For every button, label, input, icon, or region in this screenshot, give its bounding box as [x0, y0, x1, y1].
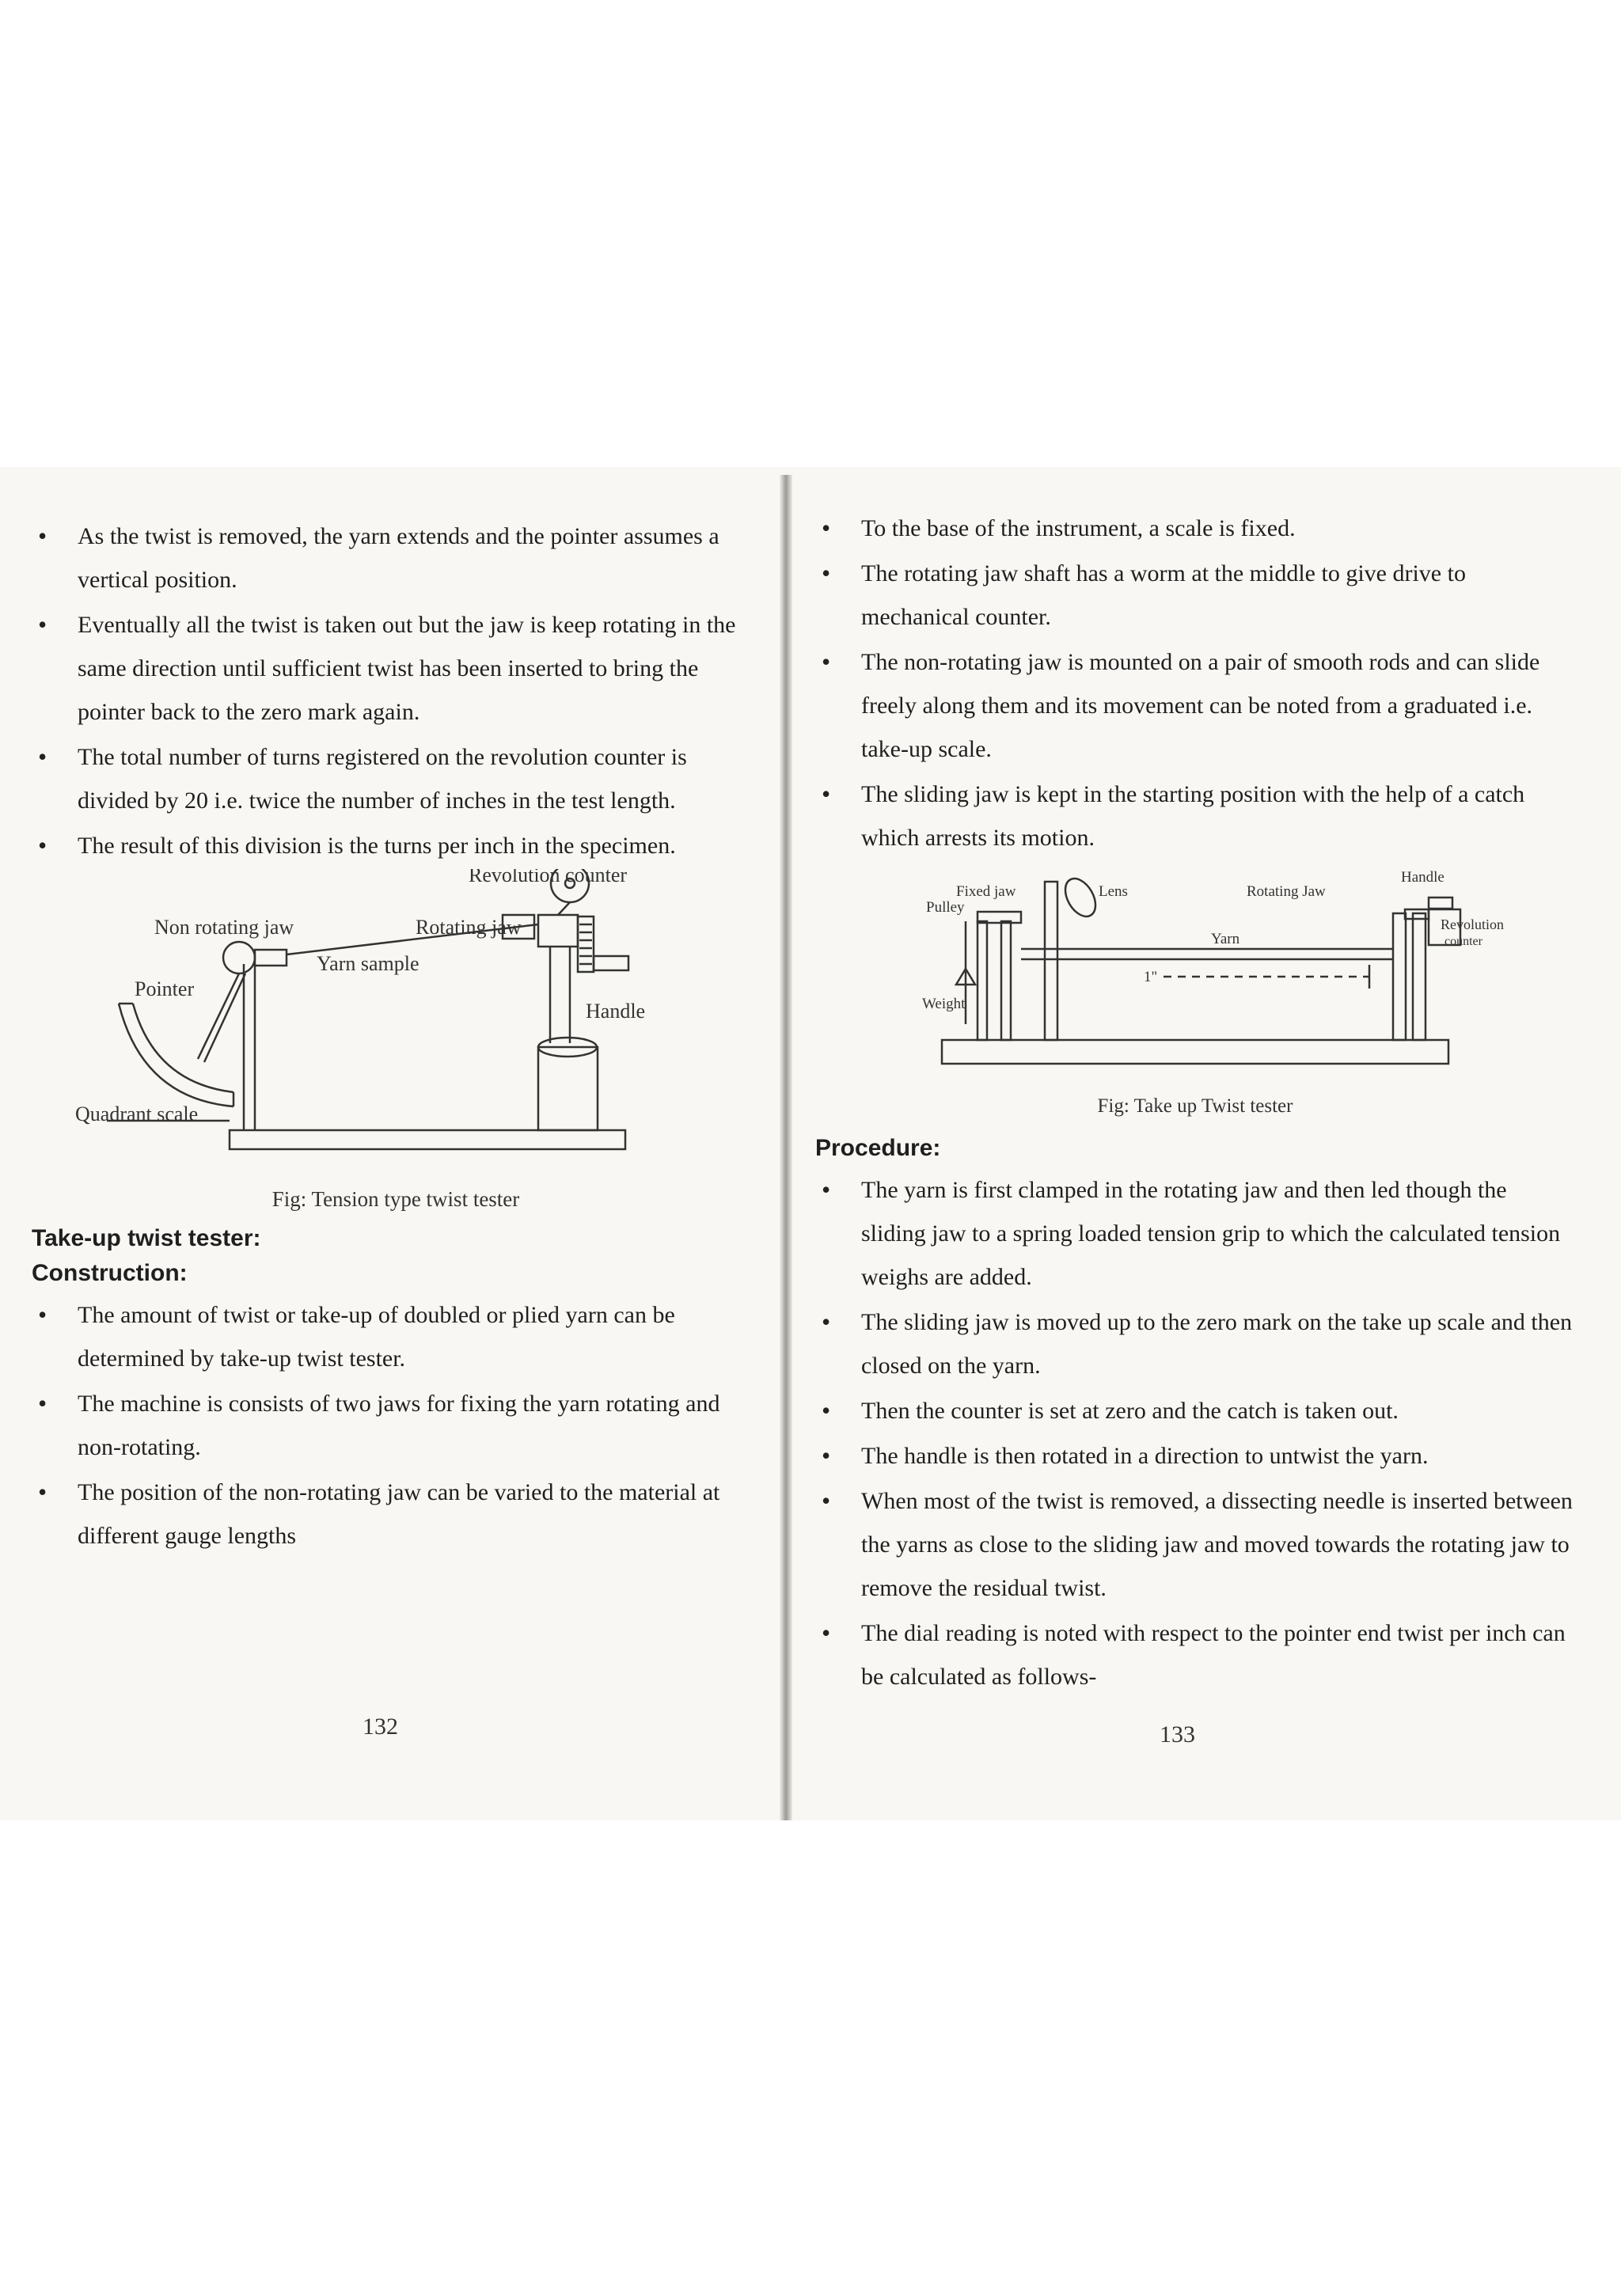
base-plate: [230, 1130, 625, 1149]
base-plate: [942, 1040, 1448, 1064]
label-rotating-jaw: Rotating jaw: [416, 916, 522, 939]
left-page: [32, 514, 760, 1559]
label-rotating-jaw: Rotating Jaw: [1247, 883, 1326, 900]
list-item: • The machine is consists of two jaws for fixing the yarn rotating and non-rotating.: [32, 1382, 760, 1469]
list-item: • The result of this division is the turns per inch in the specimen.: [32, 824, 760, 867]
right-page: [815, 507, 1575, 1700]
pointer-arm: [198, 973, 239, 1059]
list-item: • The sliding jaw is kept in the starting position with the help of a catch which arrests its motion.: [815, 772, 1575, 860]
list-item: • The handle is then rotated in a direction to untwist the yarn.: [815, 1434, 1575, 1478]
page-number: 132: [363, 1713, 398, 1740]
label-weight: Weight: [922, 996, 966, 1012]
list-item: • The dial reading is noted with respect to the pointer end twist per inch can be calculated as follows-: [815, 1611, 1575, 1698]
right-bottom-bullets: [815, 1168, 1575, 1698]
list-item: • The amount of twist or take-up of doubled or plied yarn can be determined by take-up twist tester.: [32, 1293, 760, 1380]
figure-caption: Fig: Take up Twist tester: [1097, 1095, 1293, 1117]
list-item: • As the twist is removed, the yarn extends and the pointer assumes a vertical position.: [32, 514, 760, 602]
figure-caption: Fig: Tension type twist tester: [271, 1187, 520, 1211]
label-counter: counter: [1444, 935, 1482, 948]
left-bottom-bullets: [32, 1293, 760, 1558]
list-item: • The sliding jaw is moved up to the zero mark on the take up scale and then closed on the yarn.: [815, 1300, 1575, 1387]
tension-twist-tester-figure: [32, 869, 760, 1217]
label-revolution: Revolution: [1441, 917, 1504, 932]
non-rotating-jaw: [223, 942, 255, 973]
list-item: • Eventually all the twist is taken out but the jaw is keep rotating in the same direction until sufficient twist has been inserted to bring the pointer back to the zero mark again.: [32, 603, 760, 734]
left-top-bullets: [32, 514, 760, 867]
take-up-twist-tester-diagram: [815, 866, 1575, 1095]
label-handle: Handle: [1401, 869, 1444, 886]
list-item: • The position of the non-rotating jaw can be varied to the material at different gauge lengths: [32, 1471, 760, 1558]
label-non-rotating-jaw: Non rotating jaw: [154, 916, 294, 939]
right-top-bullets: [815, 507, 1575, 860]
label-inch: 1": [1144, 969, 1158, 985]
handle-bar: [594, 956, 628, 970]
label-yarn: Yarn: [1211, 931, 1240, 947]
list-item: • The total number of turns registered on the revolution counter is divided by 20 i.e. twice the number of inches in the test length.: [32, 735, 760, 822]
rotating-jaw: [1393, 913, 1406, 1040]
take-up-twist-tester-figure: [815, 866, 1575, 1127]
weight-cylinder: [538, 1047, 598, 1130]
list-item: • Then the counter is set at zero and the catch is taken out.: [815, 1389, 1575, 1433]
list-item: • To the base of the instrument, a scale is fixed.: [815, 507, 1575, 550]
page-number: 133: [1160, 1721, 1195, 1748]
label-quadrant-scale: Quadrant scale: [75, 1102, 199, 1125]
label-fixed-jaw: Fixed jaw: [956, 883, 1016, 900]
label-revolution-counter: Revolution counter: [469, 869, 628, 886]
tension-twist-tester-diagram: [32, 869, 760, 1186]
label-lens: Lens: [1099, 883, 1128, 900]
label-handle: Handle: [586, 1000, 646, 1023]
label-yarn-sample: Yarn sample: [317, 952, 419, 975]
list-item: • The non-rotating jaw is mounted on a pair of smooth rods and can slide freely along them and its movement can be noted from a graduated i.e. take-up scale.: [815, 640, 1575, 771]
list-item: • The yarn is first clamped in the rotating jaw and then led though the sliding jaw to a spring loaded tension grip to which the calculated tension weighs are added.: [815, 1168, 1575, 1299]
handle: [1429, 898, 1452, 909]
book-gutter: [780, 475, 792, 1820]
list-item: • The rotating jaw shaft has a worm at the middle to give drive to mechanical counter.: [815, 552, 1575, 639]
subsection-heading: Construction:: [32, 1260, 188, 1286]
section-heading: Take-up twist tester:: [32, 1225, 261, 1251]
lens: [1059, 873, 1102, 921]
list-item: • When most of the twist is removed, a dissecting needle is inserted between the yarns as close to the sliding jaw and moved towards the rotating jaw to remove the residual twist.: [815, 1479, 1575, 1610]
section-heading: Procedure:: [815, 1135, 941, 1161]
label-pulley: Pulley: [926, 899, 965, 916]
label-pointer: Pointer: [135, 977, 195, 1000]
